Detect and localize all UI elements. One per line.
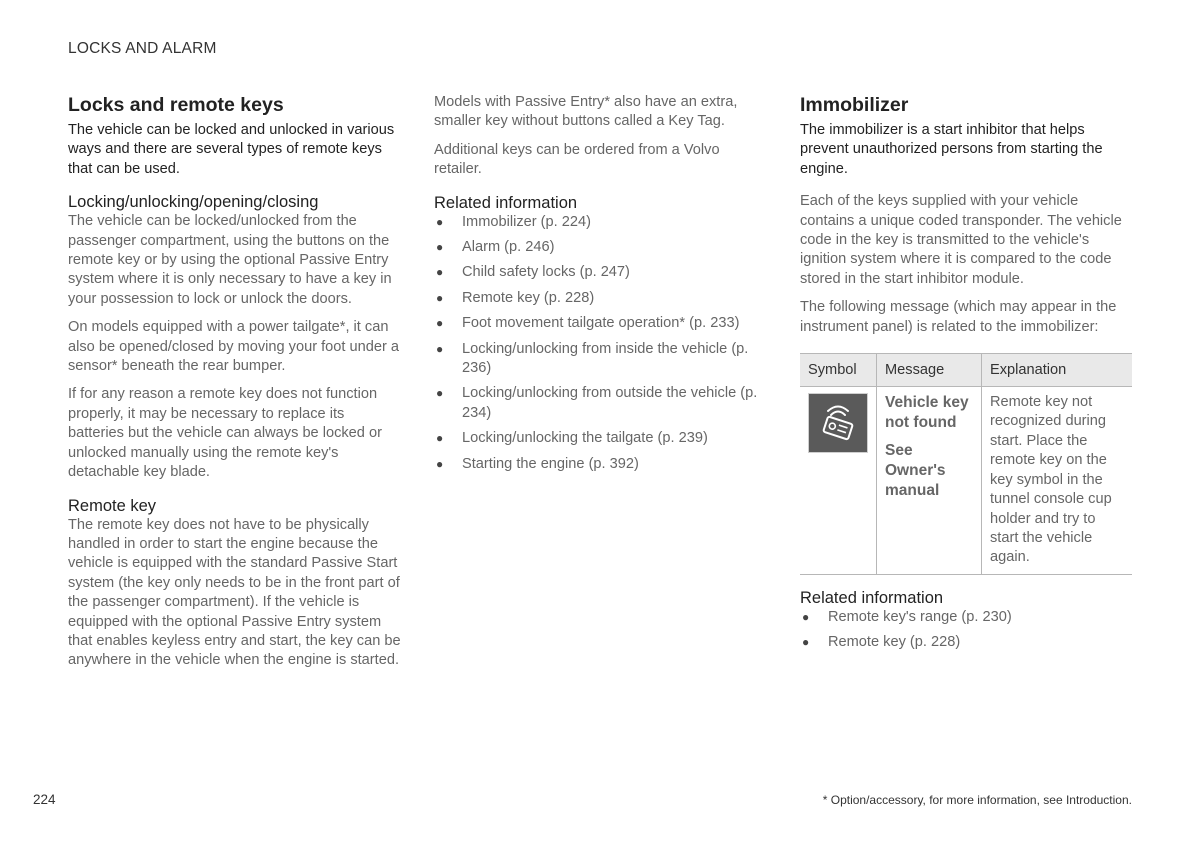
immobilizer-title: Immobilizer xyxy=(800,94,909,116)
bullet-icon: ● xyxy=(436,341,444,356)
remote-key-paragraph: The remote key does not have to be physically handled in order to start the engine because the vehicle is equipped with the standard Passive Start system (the key only needs to be in the front part of the passenger compartment). If the vehicle is equipped with the optional Passive Entry system that enables keyless entry and start, the key can be anywhere in the vehicle when the engine is started. xyxy=(68,516,401,669)
column-keys-related xyxy=(434,93,764,480)
immobilizer-intro: The immobilizer is a start inhibitor that helps prevent unauthorized persons from starting the engine. xyxy=(800,122,1103,177)
footnote: * Option/accessory, for more information, see Introduction. xyxy=(822,793,1132,807)
bullet-icon: ● xyxy=(436,316,444,331)
message-intro-paragraph: The following message (which may appear in the instrument panel) is related to the immobilizer: xyxy=(800,299,1117,335)
related-link[interactable]: ● Starting the engine (p. 392) xyxy=(434,455,764,474)
bullet-icon: ● xyxy=(802,635,810,650)
table-header-row xyxy=(800,354,1132,387)
locking-paragraph-1: The vehicle can be locked/unlocked from the passenger compartment, using the buttons on the remote key or by using the optional Passive Entry system where it is only necessary to have a key in your possession to lock or unlock the doors. xyxy=(68,213,392,307)
table-row xyxy=(800,387,1132,575)
related-link[interactable]: ● Child safety locks (p. 247) xyxy=(434,263,764,282)
locking-paragraph-3: If for any reason a remote key does not function properly, it may be necessary to replace its batteries but the vehicle can always be locked or unlocked manually using the remote key's detachable key blade. xyxy=(68,386,382,481)
related-link[interactable]: ● Locking/unlocking from outside the vehicle (p. 234) xyxy=(436,385,758,421)
page-number: 224 xyxy=(33,792,56,807)
related-link[interactable]: ● Remote key (p. 228) xyxy=(800,633,1135,652)
transponder-paragraph: Each of the keys supplied with your vehicle contains a unique coded transponder. The vehicle code in the key is transmitted to the vehicle's ignition system where it is compared to the code stored in the start inhibitor module. xyxy=(800,193,1122,287)
bullet-icon: ● xyxy=(436,456,444,471)
immobilizer-related-list xyxy=(800,608,1135,653)
col-header-explanation: Explanation xyxy=(982,354,1133,387)
bullet-icon: ● xyxy=(436,240,444,255)
column-immobilizer xyxy=(800,93,1135,659)
locks-intro: The vehicle can be locked and unlocked in various ways and there are several types of remote keys that can be used. xyxy=(68,122,395,177)
related-link[interactable]: ● Locking/unlocking the tailgate (p. 239) xyxy=(434,429,764,448)
remote-key-subheading: Remote key xyxy=(68,496,157,515)
locking-paragraph-2: On models equipped with a power tailgate*, it can also be opened/closed by moving your foot under a sensor* beneath the rear bumper. xyxy=(68,319,400,375)
related-heading: Related information xyxy=(434,193,578,212)
related-list xyxy=(434,213,764,474)
col-header-symbol: Symbol xyxy=(800,354,877,387)
related-link[interactable]: ● Immobilizer (p. 224) xyxy=(434,213,764,232)
bullet-icon: ● xyxy=(436,386,444,401)
message-line-2: See Owner's manual xyxy=(885,442,946,500)
bullet-icon: ● xyxy=(436,214,444,229)
related-link[interactable]: ● Remote key's range (p. 230) xyxy=(800,608,1135,627)
locks-title: Locks and remote keys xyxy=(68,94,284,116)
message-line-1: Vehicle key not found xyxy=(885,394,969,432)
bullet-icon: ● xyxy=(436,431,444,446)
key-not-found-icon xyxy=(808,393,868,453)
column-locks-and-remote-keys xyxy=(68,93,403,671)
explanation-cell: Remote key not recognized during start. Place the remote key on the key symbol in the tunnel console cup holder and try to start the vehicle again. xyxy=(982,387,1133,575)
related-link[interactable]: ● Locking/unlocking from inside the vehicle (p. 236) xyxy=(436,340,749,377)
key-tag-paragraph: Models with Passive Entry* also have an extra, smaller key without buttons called a Key Tag. xyxy=(434,94,738,130)
retailer-paragraph: Additional keys can be ordered from a Volvo retailer. xyxy=(434,141,720,178)
col-header-message: Message xyxy=(877,354,982,387)
section-header: LOCKS AND ALARM xyxy=(68,40,217,57)
related-link[interactable]: ● Alarm (p. 246) xyxy=(434,238,764,257)
related-link[interactable]: ● Remote key (p. 228) xyxy=(434,289,764,308)
bullet-icon: ● xyxy=(436,265,444,280)
bullet-icon: ● xyxy=(802,609,810,624)
related-link[interactable]: ● Foot movement tailgate operation* (p. 233) xyxy=(434,314,764,333)
bullet-icon: ● xyxy=(436,290,444,305)
immobilizer-related-heading: Related information xyxy=(800,588,944,607)
symbol-cell xyxy=(800,387,877,575)
immobilizer-table xyxy=(800,353,1132,575)
message-cell xyxy=(877,387,982,575)
locking-subheading: Locking/unlocking/opening/closing xyxy=(68,193,319,212)
